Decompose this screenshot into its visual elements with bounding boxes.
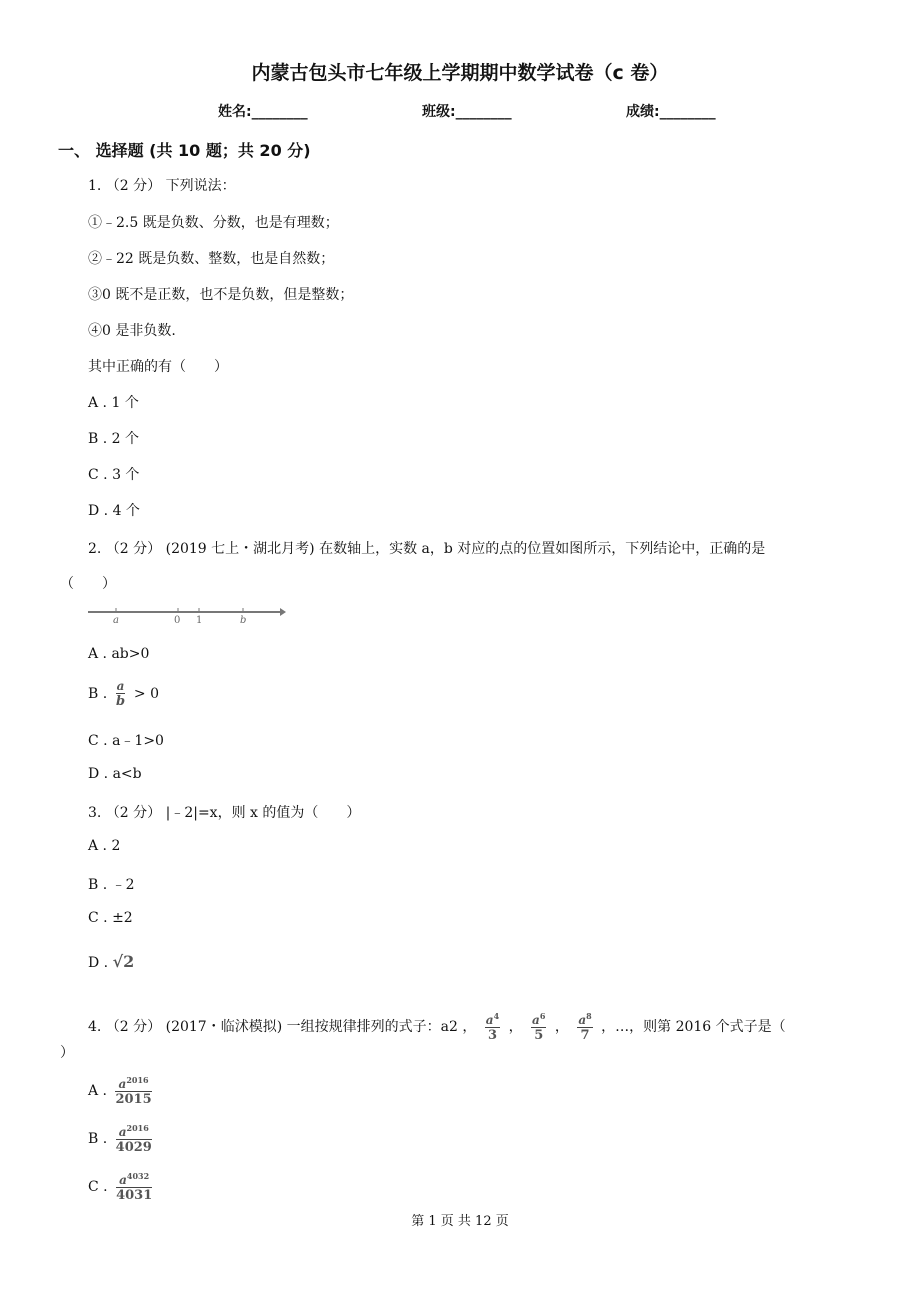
q1-stem: 1. （2 分） 下列说法： [88, 178, 236, 194]
fraction-a6-over-5: $\frac{a^6}{5}$ [532, 1011, 546, 1043]
page-footer: 第 1 页 共 12 页 [411, 1214, 509, 1229]
q2-stem-cont: （ ） [60, 576, 116, 592]
sqrt-two: √2 [112, 952, 135, 971]
q2-option-b-tail: > 0 [133, 686, 159, 702]
q2-stem: 2. （2 分） (2019 七上・湖北月考) 在数轴上，实数 a，b 对应的点的位置如图所示，下列结论中，正确的是 [88, 541, 766, 557]
q3-option-d[interactable] [88, 952, 134, 971]
q1-option-d[interactable]: D . 4 个 [88, 503, 140, 519]
q2-option-b[interactable] [88, 680, 159, 708]
q1-statement-3: ③0 既不是正数，也不是负数，但是整数； [88, 287, 354, 303]
fraction-a2016-over-2015: $\frac{a^{2016}}{2015}$ [115, 1075, 152, 1107]
q4-option-a[interactable]: A . $\frac{a^{2016}}{2015}$ [88, 1075, 152, 1107]
score-field-label: 成绩:________ [626, 104, 716, 120]
q2-option-a[interactable]: A . ab>0 [88, 646, 150, 662]
class-field-label: 班级:________ [422, 104, 512, 120]
axis-label-b: b [240, 615, 247, 626]
fraction-a4032-over-4031: $\frac{a^{4032}}{4031}$ [116, 1171, 153, 1203]
q1-option-c[interactable]: C . 3 个 [88, 467, 140, 483]
q1-statement-2: ②﹣22 既是负数、整数，也是自然数； [88, 251, 335, 267]
fraction-a2016-over-4029: $\frac{a^{2016}}{4029}$ [115, 1123, 152, 1155]
q4-option-b[interactable]: B . $\frac{a^{2016}}{4029}$ [88, 1123, 152, 1155]
axis-label-1: 1 [196, 615, 203, 626]
q3-option-b[interactable]: B . ﹣2 [88, 877, 135, 893]
q1-option-b[interactable]: B . 2 个 [88, 431, 139, 447]
fraction-a-over-b: $\frac{a}{b}$ [116, 679, 126, 709]
axis-label-a: a [113, 615, 119, 626]
q3-option-a[interactable]: A . 2 [88, 838, 121, 854]
fraction-a4-over-3: $\frac{a^4}{3}$ [485, 1011, 500, 1043]
q4-stem: 4. （2 分） (2017・临沭模拟) 一组按规律排列的式子：a2 ， $\frac{a^4}{3}$ ， $\frac{a^6}{5}$ ， $\frac{a^8}{7}$ ，…，则第 2016 个式子是（ [88, 1011, 786, 1043]
section-heading: 一、 选择题 (共 10 题；共 20 分) [58, 141, 311, 160]
q2-option-d[interactable]: D . a<b [88, 766, 142, 782]
number-line-arrow [280, 608, 286, 616]
q4-option-c[interactable]: C . $\frac{a^{4032}}{4031}$ [88, 1171, 153, 1203]
q2-option-b-label: B . [88, 686, 108, 702]
number-line-figure [86, 602, 288, 630]
q1-question: 其中正确的有（ ） [88, 359, 228, 375]
q3-option-c[interactable]: C . ±2 [88, 910, 133, 926]
q1-option-a[interactable]: A . 1 个 [88, 395, 139, 411]
fraction-a8-over-7: $\frac{a^8}{7}$ [578, 1011, 592, 1043]
q3-option-d-label: D . [88, 955, 109, 971]
q2-option-c[interactable]: C . a﹣1>0 [88, 733, 164, 749]
q3-stem: 3. （2 分） |﹣2|=x，则 x 的值为（ ） [88, 805, 361, 821]
name-field-label: 姓名:________ [218, 104, 308, 120]
q4-stem-cont: ） [60, 1045, 74, 1061]
q1-statement-4: ④0 是非负数. [88, 323, 176, 339]
q1-statement-1: ①﹣2.5 既是负数、分数，也是有理数； [88, 215, 339, 231]
axis-label-0: 0 [174, 615, 181, 626]
page-title: 内蒙古包头市七年级上学期期中数学试卷（c 卷） [251, 62, 669, 84]
